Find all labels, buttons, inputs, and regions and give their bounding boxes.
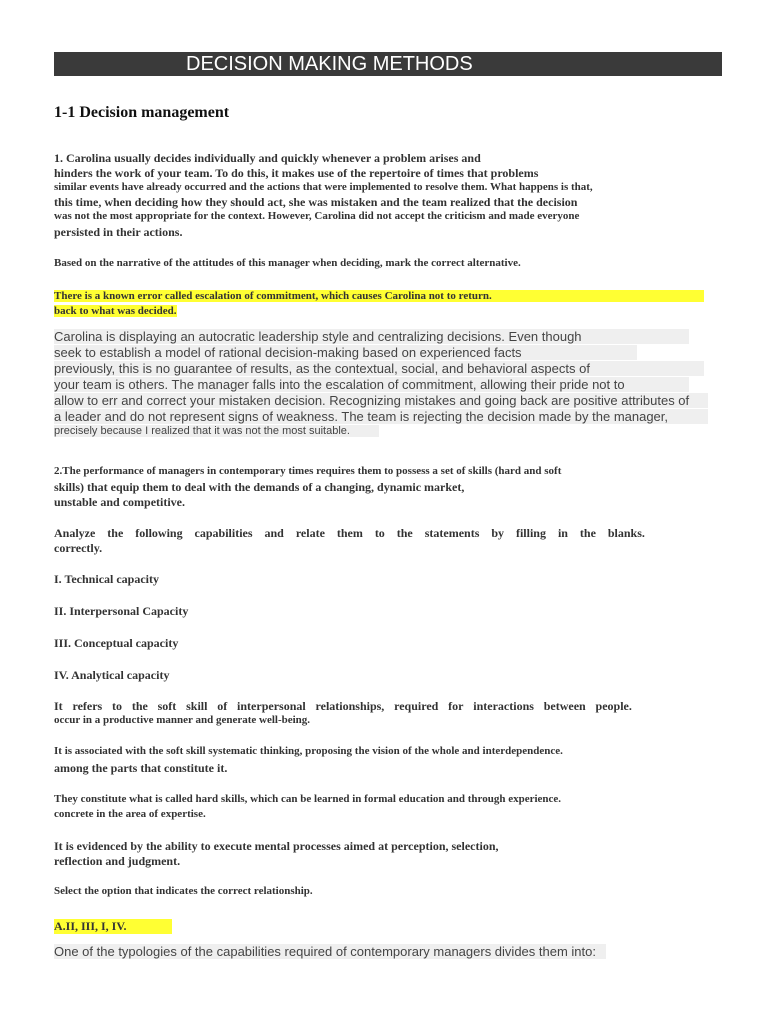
capacity-analytical: IV. Analytical capacity [54, 668, 170, 682]
word: of [217, 699, 228, 713]
word: relate [295, 526, 325, 540]
statement-3-line-2: concrete in the area of expertise. [54, 808, 206, 820]
q2-intro-line-2: skills) that equip them to deal with the demands of a changing, dynamic market, [54, 480, 465, 494]
word: the [396, 526, 413, 540]
word: the [131, 699, 148, 713]
q1-explanation-line-3: previously, this is no guarantee of results, as the contextual, social, and behavioral aspects of [54, 361, 704, 376]
word: required [394, 699, 439, 713]
q1-explanation-line-2: seek to establish a model of rational decision-making based on experienced facts [54, 345, 637, 360]
q1-explanation-line-6: a leader and do not represent signs of weakness. The team is rejecting the decision made by the manager, [54, 409, 708, 424]
q2-intro-line-3: unstable and competitive. [54, 495, 186, 509]
document-title: DECISION MAKING METHODS [186, 53, 473, 75]
statement-4-line-2: reflection and judgment. [54, 854, 181, 868]
q1-line-1: 1. Carolina usually decides individually and quickly whenever a problem arises and [54, 151, 481, 165]
statement-1-line-1 [54, 699, 632, 714]
statement-3-line-1: They constitute what is called hard skills, which can be learned in formal education and through experience. [54, 793, 562, 805]
statement-4-line-1: It is evidenced by the ability to execute mental processes aimed at perception, selection, [54, 839, 499, 853]
statement-1-line-2: occur in a productive manner and generate well-being. [54, 714, 311, 726]
word: filling [515, 526, 546, 540]
q1-line-5: was not the most appropriate for the context. However, Carolina did not accept the criticism and made everyone [54, 210, 580, 222]
q2-footer-line: One of the typologies of the capabilities required of contemporary managers divides them into: [54, 944, 606, 959]
word: Analyze [54, 526, 96, 540]
word: the [107, 526, 124, 540]
word: blanks. [607, 526, 645, 540]
q1-explanation-line-4: your team is others. The manager falls into the escalation of commitment, allowing their pride not to [54, 377, 689, 392]
word: It [54, 699, 63, 713]
word: refers [72, 699, 103, 713]
q1-line-3: similar events have already occurred and the actions that were implemented to resolve them. What happens is that, [54, 181, 593, 193]
capacity-interpersonal: II. Interpersonal Capacity [54, 604, 189, 618]
word: them [336, 526, 363, 540]
word: skill [186, 699, 208, 713]
document-title-bar [54, 52, 722, 76]
word: capabilities [194, 526, 253, 540]
q1-line-2: hinders the work of your team. To do this, it makes use of the repertoire of times that problems [54, 166, 539, 180]
word: by [491, 526, 505, 540]
q1-explanation-line-1: Carolina is displaying an autocratic leadership style and centralizing decisions. Even though [54, 329, 689, 344]
q1-instruction: Based on the narrative of the attitudes of this manager when deciding, mark the correct alternative. [54, 257, 521, 269]
word: following [135, 526, 183, 540]
q2-answer: A.II, III, I, IV. [54, 919, 172, 934]
q1-explanation-line-5: allow to err and correct your mistaken decision. Recognizing mistakes and going back are positive attributes of [54, 393, 708, 408]
word: to [112, 699, 123, 713]
word: soft [157, 699, 177, 713]
q1-line-4: this time, when deciding how they should act, she was mistaken and the team realized that the decision [54, 195, 578, 209]
word: interpersonal [237, 699, 306, 713]
word: in [557, 526, 568, 540]
q2-intro-line-1: 2.The performance of managers in contemporary times requires them to possess a set of skills (hard and soft [54, 465, 562, 477]
word: people. [595, 699, 632, 713]
q2-analyze-line [54, 526, 645, 541]
section-heading: 1-1 Decision management [54, 104, 230, 121]
statement-2-line-2: among the parts that constitute it. [54, 761, 228, 775]
word: between [543, 699, 586, 713]
statement-2-line-1: It is associated with the soft skill systematic thinking, proposing the vision of the whole and interdependence. [54, 745, 563, 757]
q1-line-6: persisted in their actions. [54, 225, 183, 239]
q1-explanation-line-7: precisely because I realized that it was not the most suitable. [54, 425, 379, 437]
word: to [374, 526, 385, 540]
q1-answer-line-2: back to what was decided. [54, 305, 177, 317]
q1-answer-line-1: There is a known error called escalation of commitment, which causes Carolina not to return. [54, 290, 704, 302]
word: the [579, 526, 596, 540]
q2-select-instruction: Select the option that indicates the correct relationship. [54, 885, 313, 897]
word: and [264, 526, 284, 540]
q2-analyze-end: correctly. [54, 541, 103, 555]
word: relationships, [315, 699, 385, 713]
word: statements [424, 526, 480, 540]
word: for [448, 699, 464, 713]
word: interactions [473, 699, 534, 713]
capacity-technical: I. Technical capacity [54, 572, 160, 586]
capacity-conceptual: III. Conceptual capacity [54, 636, 179, 650]
